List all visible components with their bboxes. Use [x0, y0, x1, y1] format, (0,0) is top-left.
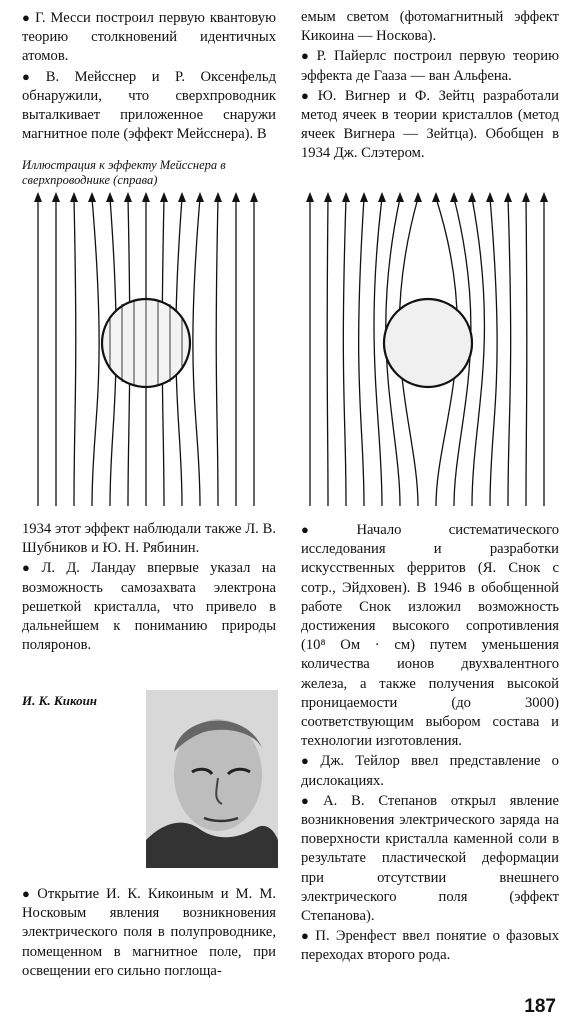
entry-ferrites: ● Начало систематического исследования и разработки искусственных ферритов (Я. Снок с сотр., Эйдховен). В 1946 в обобщенной работе Снок изложил возможность достижения высокого сопротивления (10⁸ Ом · см) путем уменьшения количества ионов двухвалентного железа, а также получения высокой проницаемости (до 3000) соответствующим выбором состава и технологии изготовления. — [301, 522, 560, 750]
bottom-left-column-2 — [22, 884, 276, 981]
bullet-icon: ● — [301, 87, 314, 103]
meissner-field-normal-figure — [18, 188, 276, 508]
portrait-photo — [146, 690, 278, 868]
superconductor-sphere — [384, 299, 472, 387]
meissner-field-expelled-figure — [298, 188, 560, 508]
entry-ehrenfest: ● П. Эренфест ввел понятие о фазовых переходах второго рода. — [301, 928, 559, 964]
entry-landau: ● Л. Д. Ландау впервые указал на возможность самозахвата электрона решеткой кристалла, что привело в дальнейшем к пониманию природы поляронов. — [22, 560, 276, 654]
entry-messi: ● Г. Месси построил первую квантовую теорию столкновений идентичных атомов. — [22, 10, 276, 65]
bullet-icon: ● — [301, 522, 353, 537]
entry-wigner-seitz: ● Ю. Вигнер и Ф. Зейтц разработали метод ячеек в теории кристаллов (метод ячеек Вигнера — Зейтца). Обобщен в 1934 Дж. Слэтером. — [301, 87, 559, 162]
bottom-right-column — [301, 520, 559, 966]
bullet-icon: ● — [22, 68, 42, 84]
entry-peierls: ● Р. Пайерлс построил первую теорию эффекта де Гааза — ван Альфена. — [301, 48, 559, 84]
bullet-icon: ● — [301, 753, 317, 769]
entry-stepanov: ● А. В. Степанов открыл явление возникновения электрического заряда на поверхности кристалла каменной соли в результате пластической деформации при отсутствии внешнего электрического поля (эффект Степанова). — [301, 792, 559, 925]
photo-caption: И. К. Кикоин — [22, 693, 98, 708]
bullet-icon: ● — [301, 928, 312, 944]
bullet-icon: ● — [22, 10, 32, 25]
bottom-left-column — [22, 520, 276, 655]
entry-meissner: ● В. Мейсснер и Р. Оксенфельд обнаружили, что сверхпроводник выталкивает приложенное снаружи магнитное поле (эффект Мейсснера). В — [22, 68, 276, 143]
portrait-icon — [146, 690, 278, 868]
bullet-icon: ● — [301, 792, 320, 808]
entry-continuation: емым светом (фотомагнитный эффект Кикоина — Носкова). — [301, 9, 559, 45]
bullet-icon: ● — [301, 48, 313, 64]
bullet-icon: ● — [22, 886, 34, 901]
top-right-column — [301, 8, 559, 164]
bullet-icon: ● — [22, 560, 38, 576]
entry-kikoin-noskov: ● Открытие И. К. Кикоиным и М. М. Носковым явления возникновения электрического поля в полупроводнике, помещенном в магнитное поле, при освещении его сильно поглоща- — [22, 886, 276, 979]
figure-caption: Иллюстрация к эффекту Мейсснера в сверхпроводнике (справа) — [22, 158, 226, 187]
entry-taylor: ● Дж. Тейлор ввел представление о дислокациях. — [301, 753, 559, 789]
top-left-column — [22, 8, 276, 144]
entry-shubnikov: 1934 этот эффект наблюдали также Л. В. Шубников и Ю. Н. Рябинин. — [22, 521, 276, 557]
page-number: 187 — [524, 996, 556, 1017]
